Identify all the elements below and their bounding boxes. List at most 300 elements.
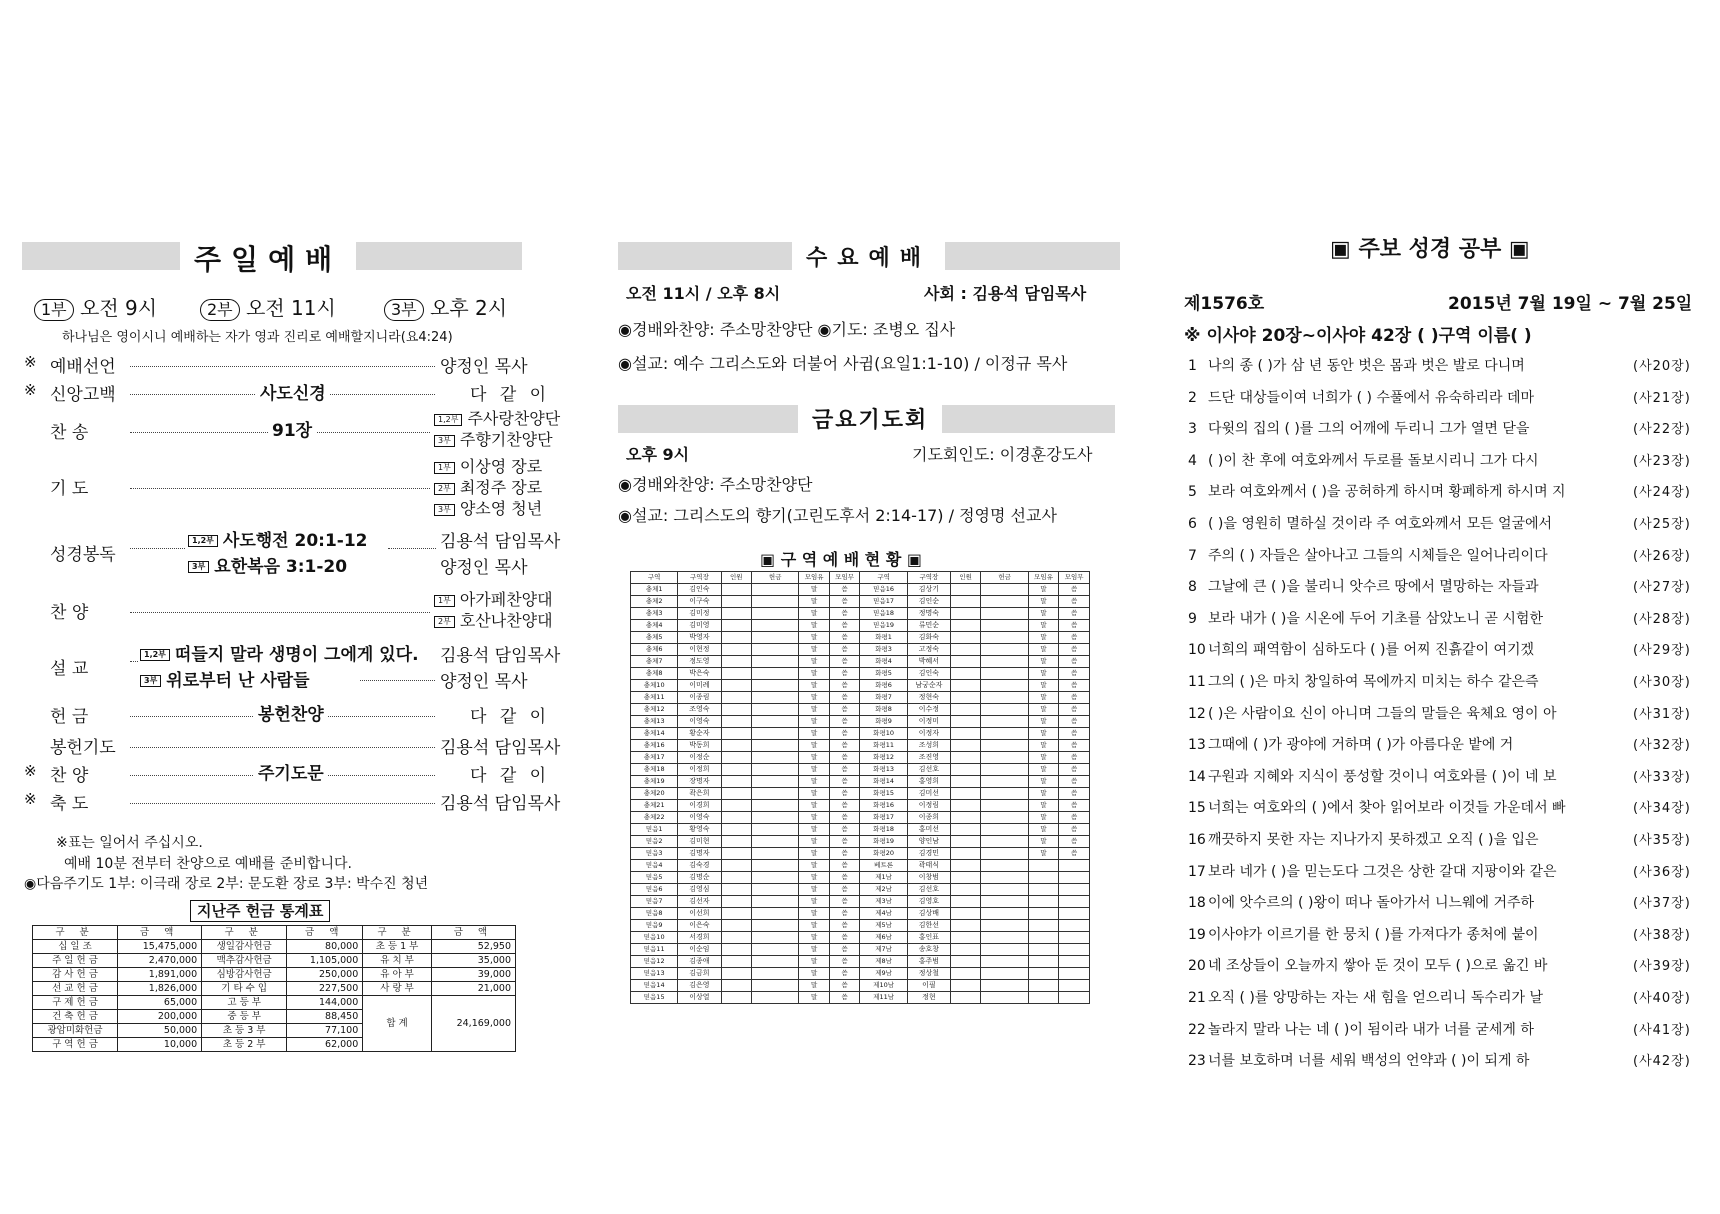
offering-cell: 1,105,000 bbox=[287, 954, 363, 968]
att-cell bbox=[721, 668, 752, 680]
att-cell: 씀 bbox=[1059, 644, 1090, 656]
att-header-cell: 구역장 bbox=[678, 572, 721, 584]
service-times-3 bbox=[384, 292, 507, 321]
question-number: 11 bbox=[1188, 674, 1206, 690]
att-cell: 정도영 bbox=[678, 656, 721, 668]
prayer-item bbox=[434, 475, 542, 498]
att-cell: 화평7 bbox=[860, 692, 907, 704]
question-text: 이에 앗수르의 ( )왕이 떠나 돌아가서 니느웨에 거주하 bbox=[1208, 895, 1535, 912]
att-cell: 화평12 bbox=[860, 752, 907, 764]
att-cell: 김영심 bbox=[678, 884, 721, 896]
att-cell: 말 bbox=[799, 584, 830, 596]
att-cell bbox=[950, 788, 981, 800]
att-cell bbox=[981, 740, 1028, 752]
order-label: 기 도 bbox=[50, 479, 89, 499]
att-cell: 박동희 bbox=[678, 740, 721, 752]
att-cell bbox=[752, 836, 799, 848]
offering-cell: 초 등 1 부 bbox=[363, 940, 432, 954]
question-text: 그의 ( )은 마치 창일하여 목에까지 미치는 하수 같은즉 bbox=[1208, 674, 1539, 690]
att-cell: 황순자 bbox=[678, 728, 721, 740]
part-badge: 1,2부 bbox=[140, 649, 170, 661]
att-cell: 이정미 bbox=[907, 716, 950, 728]
att-row bbox=[631, 764, 1090, 776]
att-cell: 이창범 bbox=[907, 872, 950, 884]
att-row bbox=[631, 620, 1090, 632]
att-cell: 김선자 bbox=[678, 896, 721, 908]
att-cell: 고정숙 bbox=[907, 644, 950, 656]
att-cell: 곽은희 bbox=[678, 788, 721, 800]
prayer-person: 양소영 청년 bbox=[459, 499, 543, 518]
att-cell: 말 bbox=[799, 716, 830, 728]
service-time: 오전 9시 bbox=[80, 296, 158, 320]
att-cell bbox=[950, 704, 981, 716]
att-cell bbox=[721, 644, 752, 656]
att-cell: 씀 bbox=[829, 872, 860, 884]
att-cell bbox=[721, 956, 752, 968]
wed-host: 사회 : 김용석 담임목사 bbox=[924, 284, 1087, 303]
sermon-item bbox=[140, 640, 419, 665]
att-cell: 이정희 bbox=[678, 764, 721, 776]
att-cell: 믿음9 bbox=[631, 920, 678, 932]
att-cell: 화평3 bbox=[860, 644, 907, 656]
att-cell bbox=[721, 728, 752, 740]
att-row bbox=[631, 608, 1090, 620]
att-cell bbox=[981, 812, 1028, 824]
reading-who: 김용석 담임목사 bbox=[440, 532, 561, 552]
question-text: 깨끗하지 못한 자는 지나가지 못하겠고 오직 ( )을 입은 bbox=[1208, 832, 1539, 848]
att-cell: 김금희 bbox=[678, 968, 721, 980]
att-row bbox=[631, 788, 1090, 800]
question-text: 이사야가 이르기를 한 뭉치 ( )를 가져다가 종처에 붙이 bbox=[1208, 926, 1539, 943]
att-cell: 씀 bbox=[1059, 788, 1090, 800]
att-cell: 이경희 bbox=[678, 800, 721, 812]
att-row bbox=[631, 668, 1090, 680]
att-cell bbox=[1059, 884, 1090, 896]
att-cell bbox=[721, 884, 752, 896]
question-text: 보라 여호와께서 ( )을 공허하게 하시며 황폐하게 하시며 지 bbox=[1208, 484, 1566, 501]
offering-cell: 21,000 bbox=[431, 982, 515, 996]
offering-cell: 건 축 헌 금 bbox=[33, 1010, 118, 1024]
att-cell: 말 bbox=[1028, 656, 1059, 668]
att-cell bbox=[1059, 920, 1090, 932]
att-cell: 말 bbox=[799, 632, 830, 644]
question-ref: (사23장) bbox=[1633, 453, 1691, 469]
att-cell: 말 bbox=[799, 980, 830, 992]
att-cell: 씀 bbox=[829, 668, 860, 680]
att-cell: 김미선 bbox=[907, 788, 950, 800]
att-cell bbox=[981, 680, 1028, 692]
study-question bbox=[1188, 671, 1691, 691]
order-center: 91장 bbox=[268, 416, 316, 441]
att-cell: 씀 bbox=[829, 656, 860, 668]
att-cell bbox=[950, 608, 981, 620]
sermon-title: 위로부터 난 사람들 bbox=[166, 671, 310, 691]
att-cell bbox=[721, 632, 752, 644]
att-cell bbox=[1028, 908, 1059, 920]
att-cell bbox=[981, 752, 1028, 764]
att-row bbox=[631, 992, 1090, 1004]
att-cell bbox=[1059, 860, 1090, 872]
att-cell bbox=[981, 980, 1028, 992]
att-cell: 김선호 bbox=[907, 884, 950, 896]
att-row bbox=[631, 872, 1090, 884]
question-text: 주의 ( ) 자들은 살아나고 그들의 시체들은 일어나리이다 bbox=[1208, 547, 1548, 564]
att-cell bbox=[950, 656, 981, 668]
att-cell: 홍인표 bbox=[907, 932, 950, 944]
offering-cell: 감 사 헌 금 bbox=[33, 968, 118, 982]
order-label: 설 교 bbox=[50, 659, 89, 679]
part-badge: 3부 bbox=[434, 435, 455, 447]
question-number: 14 bbox=[1188, 768, 1206, 785]
study-question bbox=[1188, 387, 1691, 407]
order-who: 다 같 이 bbox=[470, 707, 551, 727]
att-cell: 씀 bbox=[829, 692, 860, 704]
study-scope: ※ 이사야 20장~이사야 42장 ( )구역 이름( ) bbox=[1184, 326, 1532, 346]
anthem-choir: 아가페찬양대 bbox=[459, 590, 553, 609]
question-ref: (사38장) bbox=[1633, 927, 1691, 943]
att-row bbox=[631, 656, 1090, 668]
att-header-cell: 헌금 bbox=[981, 572, 1028, 584]
att-cell bbox=[721, 608, 752, 620]
leader-dots bbox=[130, 612, 430, 613]
att-cell: 충체13 bbox=[631, 716, 678, 728]
hymn-team: 주향기찬양단 bbox=[459, 430, 553, 449]
att-header-cell: 모임무 bbox=[1059, 572, 1090, 584]
att-cell: 충체3 bbox=[631, 608, 678, 620]
question-number: 23 bbox=[1188, 1053, 1206, 1070]
question-number: 1 bbox=[1188, 358, 1197, 374]
offering-cell: 심방감사헌금 bbox=[202, 968, 287, 982]
att-cell: 류민순 bbox=[907, 620, 950, 632]
att-cell bbox=[950, 872, 981, 884]
att-cell: 씀 bbox=[829, 968, 860, 980]
fri-line1: ◉경배와찬양: 주소망찬양단 bbox=[618, 475, 813, 494]
att-row bbox=[631, 776, 1090, 788]
part-badge: 1부 bbox=[434, 595, 455, 607]
att-cell: 말 bbox=[1028, 812, 1059, 824]
reading-item bbox=[188, 552, 347, 577]
question-text: 너희의 패역함이 심하도다 ( )를 어찌 진흙같이 여기겠 bbox=[1208, 642, 1535, 659]
att-cell bbox=[1028, 920, 1059, 932]
question-number: 22 bbox=[1188, 1021, 1206, 1038]
service-time: 오전 11시 bbox=[246, 296, 336, 320]
att-cell: 제11남 bbox=[860, 992, 907, 1004]
att-cell: 이정림 bbox=[907, 800, 950, 812]
att-cell bbox=[752, 944, 799, 956]
att-cell bbox=[950, 644, 981, 656]
att-cell bbox=[721, 920, 752, 932]
study-question bbox=[1188, 545, 1691, 565]
att-cell: 말 bbox=[1028, 596, 1059, 608]
att-row bbox=[631, 896, 1090, 908]
att-cell bbox=[752, 692, 799, 704]
question-number: 13 bbox=[1188, 737, 1206, 754]
offering-cell: 1,826,000 bbox=[118, 982, 202, 996]
att-cell: 말 bbox=[1028, 632, 1059, 644]
fri-time: 오후 9시 bbox=[626, 445, 690, 464]
att-cell: 씀 bbox=[829, 596, 860, 608]
att-row bbox=[631, 800, 1090, 812]
att-cell: 화평13 bbox=[860, 764, 907, 776]
att-row bbox=[631, 644, 1090, 656]
att-cell: 말 bbox=[799, 644, 830, 656]
order-label: 찬 송 bbox=[50, 423, 89, 443]
att-cell bbox=[721, 716, 752, 728]
att-cell: 믿음7 bbox=[631, 896, 678, 908]
offering-row bbox=[33, 968, 516, 982]
part-badge: 3부 bbox=[434, 504, 455, 516]
offering-cell: 250,000 bbox=[287, 968, 363, 982]
offering-row bbox=[33, 996, 516, 1010]
reading-item bbox=[188, 526, 368, 551]
att-cell: 씀 bbox=[829, 932, 860, 944]
att-cell bbox=[721, 800, 752, 812]
att-cell bbox=[950, 680, 981, 692]
att-cell: 충체18 bbox=[631, 764, 678, 776]
prayer-person: 이상영 장로 bbox=[459, 457, 543, 476]
att-header-cell: 인원 bbox=[950, 572, 981, 584]
offering-cell: 선 교 헌 금 bbox=[33, 982, 118, 996]
offering-cell: 35,000 bbox=[431, 954, 515, 968]
att-cell: 김은영 bbox=[678, 980, 721, 992]
att-cell bbox=[721, 968, 752, 980]
att-cell: 화평1 bbox=[860, 632, 907, 644]
att-cell bbox=[950, 812, 981, 824]
att-cell: 믿음8 bbox=[631, 908, 678, 920]
att-cell bbox=[981, 872, 1028, 884]
att-cell: 충체4 bbox=[631, 620, 678, 632]
att-cell bbox=[721, 824, 752, 836]
att-cell: 씀 bbox=[829, 908, 860, 920]
att-cell: 충체1 bbox=[631, 584, 678, 596]
att-cell: 믿음5 bbox=[631, 872, 678, 884]
att-cell bbox=[981, 788, 1028, 800]
att-cell bbox=[981, 860, 1028, 872]
att-cell bbox=[1059, 944, 1090, 956]
att-cell: 이영숙 bbox=[678, 812, 721, 824]
question-ref: (사33장) bbox=[1633, 769, 1691, 785]
att-cell: 충체5 bbox=[631, 632, 678, 644]
att-cell bbox=[950, 620, 981, 632]
offering-header-cell: 금 액 bbox=[431, 926, 515, 940]
offering-table-title: 지난주 헌금 통계표 bbox=[190, 900, 330, 922]
wed-title-bar bbox=[618, 242, 1120, 270]
att-cell: 충체21 bbox=[631, 800, 678, 812]
att-cell: 말 bbox=[1028, 644, 1059, 656]
question-ref: (사32장) bbox=[1633, 738, 1691, 754]
att-cell bbox=[981, 692, 1028, 704]
att-cell: 말 bbox=[1028, 680, 1059, 692]
att-cell: 화평20 bbox=[860, 848, 907, 860]
att-cell: 말 bbox=[1028, 776, 1059, 788]
att-cell bbox=[981, 884, 1028, 896]
att-cell: 믿음18 bbox=[860, 608, 907, 620]
offering-total: 24,169,000 bbox=[431, 996, 515, 1052]
att-cell: 이종희 bbox=[907, 812, 950, 824]
att-cell: 믿음17 bbox=[860, 596, 907, 608]
att-cell: 씀 bbox=[1059, 692, 1090, 704]
fri-title-bar bbox=[618, 405, 1115, 433]
att-cell bbox=[981, 848, 1028, 860]
att-cell bbox=[721, 848, 752, 860]
att-cell: 씀 bbox=[829, 956, 860, 968]
att-cell: 믿음11 bbox=[631, 944, 678, 956]
order-mark: ※ bbox=[24, 790, 37, 808]
att-cell: 씀 bbox=[1059, 656, 1090, 668]
question-number: 6 bbox=[1188, 516, 1197, 532]
att-row bbox=[631, 956, 1090, 968]
att-cell: 믿음19 bbox=[860, 620, 907, 632]
att-cell bbox=[950, 848, 981, 860]
offering-cell: 생일감사헌금 bbox=[202, 940, 287, 954]
wed-time: 오전 11시 / 오후 8시 bbox=[626, 284, 781, 303]
att-cell bbox=[950, 692, 981, 704]
offering-header-row bbox=[33, 926, 516, 940]
att-cell: 씀 bbox=[1059, 776, 1090, 788]
att-cell: 정명숙 bbox=[907, 608, 950, 620]
att-cell bbox=[752, 956, 799, 968]
att-cell: 제8남 bbox=[860, 956, 907, 968]
order-label: 축 도 bbox=[50, 794, 89, 814]
att-cell: 말 bbox=[1028, 608, 1059, 620]
att-cell bbox=[950, 764, 981, 776]
offering-cell: 고 등 부 bbox=[202, 996, 287, 1010]
att-cell: 충체8 bbox=[631, 668, 678, 680]
question-text: 보라 내가 ( )을 시온에 두어 기초를 삼았노니 곧 시험한 bbox=[1208, 610, 1543, 627]
att-cell: 김미현 bbox=[678, 836, 721, 848]
service-time: 오후 2시 bbox=[430, 296, 508, 320]
att-cell: 씀 bbox=[829, 920, 860, 932]
att-cell: 충체6 bbox=[631, 644, 678, 656]
att-cell bbox=[950, 980, 981, 992]
sermon-who: 양정인 목사 bbox=[440, 672, 528, 692]
att-cell: 이영숙 bbox=[678, 716, 721, 728]
att-cell: 말 bbox=[799, 932, 830, 944]
offering-cell: 39,000 bbox=[431, 968, 515, 982]
att-cell: 화평11 bbox=[860, 740, 907, 752]
att-cell: 씀 bbox=[829, 992, 860, 1004]
offering-cell: 15,475,000 bbox=[118, 940, 202, 954]
att-cell bbox=[752, 632, 799, 644]
order-center: 주기도문 bbox=[254, 759, 328, 784]
att-cell: 제10남 bbox=[860, 980, 907, 992]
question-number: 20 bbox=[1188, 958, 1206, 975]
fri-leader: 기도회인도: 이경훈강도사 bbox=[912, 445, 1093, 464]
att-cell bbox=[950, 740, 981, 752]
leader-dots bbox=[130, 803, 435, 804]
offering-cell: 유 치 부 bbox=[363, 954, 432, 968]
att-cell: 김한선 bbox=[907, 920, 950, 932]
offering-cell: 144,000 bbox=[287, 996, 363, 1010]
att-cell: 충체16 bbox=[631, 740, 678, 752]
att-cell: 말 bbox=[1028, 752, 1059, 764]
att-cell: 씀 bbox=[829, 788, 860, 800]
att-cell: 충체11 bbox=[631, 692, 678, 704]
att-cell: 씀 bbox=[1059, 728, 1090, 740]
order-label: 찬 양 bbox=[50, 603, 89, 623]
question-ref: (사29장) bbox=[1633, 643, 1691, 659]
reading-text: 사도행전 20:1-12 bbox=[222, 531, 368, 551]
question-ref: (사42장) bbox=[1633, 1054, 1691, 1070]
order-label: 헌 금 bbox=[50, 707, 89, 727]
att-cell bbox=[950, 728, 981, 740]
att-cell: 말 bbox=[1028, 800, 1059, 812]
order-who: 양정인 목사 bbox=[440, 357, 528, 377]
att-cell bbox=[721, 656, 752, 668]
att-cell: 말 bbox=[1028, 668, 1059, 680]
att-cell: 씀 bbox=[829, 764, 860, 776]
att-cell: 서경희 bbox=[678, 932, 721, 944]
att-cell bbox=[721, 932, 752, 944]
att-row bbox=[631, 944, 1090, 956]
att-cell: 제7남 bbox=[860, 944, 907, 956]
att-cell bbox=[1059, 968, 1090, 980]
att-cell: 씀 bbox=[829, 728, 860, 740]
att-cell: 김인순 bbox=[907, 596, 950, 608]
offering-cell: 65,000 bbox=[118, 996, 202, 1010]
att-cell bbox=[752, 908, 799, 920]
att-cell: 말 bbox=[799, 752, 830, 764]
att-cell: 말 bbox=[1028, 620, 1059, 632]
question-ref: (사26장) bbox=[1633, 548, 1691, 564]
att-cell: 화평18 bbox=[860, 824, 907, 836]
att-cell: 씀 bbox=[829, 980, 860, 992]
att-row bbox=[631, 848, 1090, 860]
question-ref: (사21장) bbox=[1633, 390, 1691, 406]
att-cell: 조성희 bbox=[907, 740, 950, 752]
att-cell: 말 bbox=[1028, 848, 1059, 860]
leader-dots bbox=[360, 680, 435, 681]
att-header-row bbox=[631, 572, 1090, 584]
att-cell: 이종림 bbox=[678, 692, 721, 704]
att-cell bbox=[1059, 992, 1090, 1004]
att-cell bbox=[721, 692, 752, 704]
att-cell bbox=[1028, 884, 1059, 896]
att-cell bbox=[981, 644, 1028, 656]
offering-cell: 1,891,000 bbox=[118, 968, 202, 982]
att-cell bbox=[752, 728, 799, 740]
study-question bbox=[1188, 987, 1691, 1007]
att-cell bbox=[752, 968, 799, 980]
att-row bbox=[631, 920, 1090, 932]
offering-cell: 200,000 bbox=[118, 1010, 202, 1024]
att-cell: 씀 bbox=[829, 776, 860, 788]
question-number: 10 bbox=[1188, 642, 1206, 659]
att-row bbox=[631, 752, 1090, 764]
question-text: 드단 대상들이여 너희가 ( ) 수풀에서 유숙하리라 데마 bbox=[1208, 389, 1535, 406]
question-number: 18 bbox=[1188, 895, 1206, 912]
att-cell bbox=[950, 992, 981, 1004]
att-cell: 말 bbox=[1028, 692, 1059, 704]
att-cell: 씀 bbox=[829, 812, 860, 824]
offering-header-cell: 금 액 bbox=[118, 926, 202, 940]
att-cell bbox=[950, 632, 981, 644]
att-cell bbox=[981, 584, 1028, 596]
att-cell: 말 bbox=[1028, 836, 1059, 848]
att-cell bbox=[950, 596, 981, 608]
offering-cell: 유 아 부 bbox=[363, 968, 432, 982]
att-cell: 김인숙 bbox=[907, 668, 950, 680]
att-row bbox=[631, 680, 1090, 692]
att-cell: 말 bbox=[1028, 716, 1059, 728]
att-cell: 김상배 bbox=[907, 908, 950, 920]
offering-cell: 227,500 bbox=[287, 982, 363, 996]
order-label: 성경봉독 bbox=[50, 545, 116, 565]
att-cell bbox=[981, 824, 1028, 836]
att-cell bbox=[721, 980, 752, 992]
att-cell: 이현정 bbox=[678, 644, 721, 656]
att-cell: 말 bbox=[799, 896, 830, 908]
